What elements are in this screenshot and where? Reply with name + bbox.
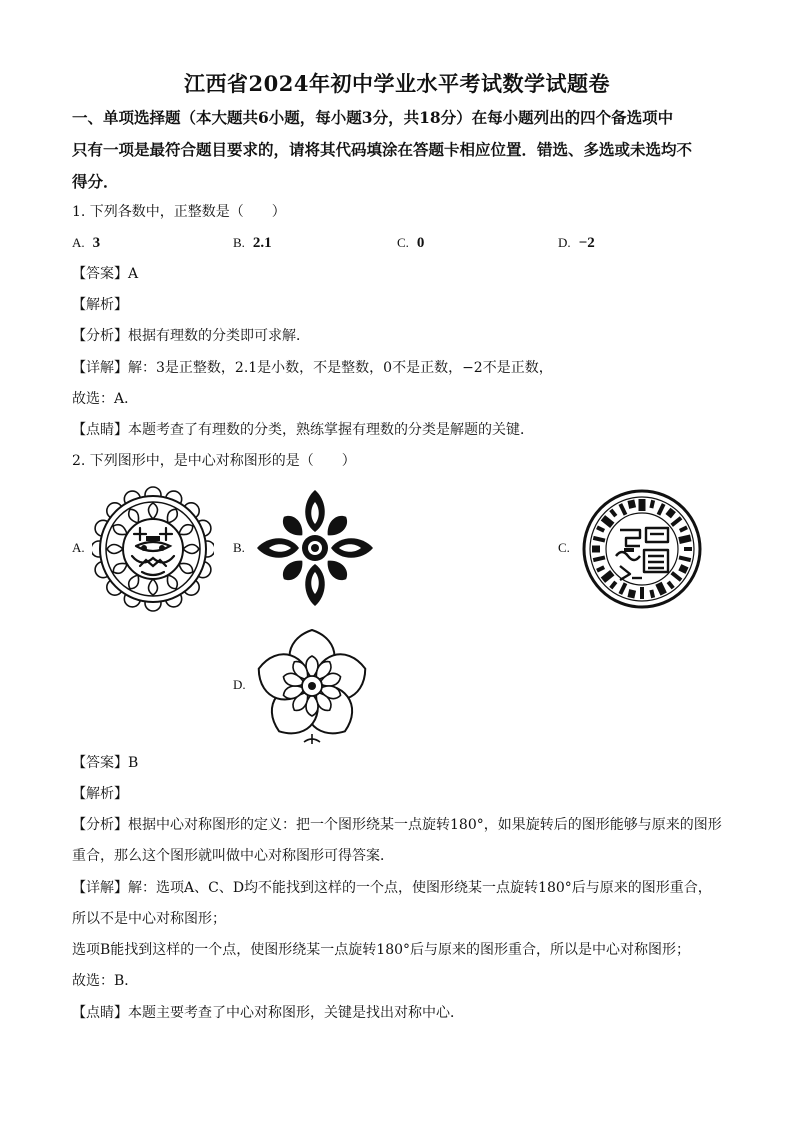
option-value: −2 xyxy=(578,235,595,251)
section-instruction-line-2: 只有一项是最符合题目要求的，请将其代码填涂在答题卡相应位置．错选、多选或未选均不 xyxy=(72,140,693,159)
q2-option-c-label: C. xyxy=(558,540,570,555)
page-title: 江西省2024年初中学业水平考试数学试题卷 xyxy=(184,71,610,96)
q1-option-b xyxy=(233,233,272,253)
q2-stem: 2. 下列图形中，是中心对称图形的是（ ） xyxy=(72,453,356,469)
option-letter: D. xyxy=(558,235,571,250)
q1-xiangjie: 【详解】解：3是正整数，2.1是小数，不是整数，0不是正数，−2不是正数， xyxy=(72,360,553,376)
q2-dianjing: 【点睛】本题主要考查了中心对称图形，关键是找出对称中心． xyxy=(72,1005,464,1021)
q2-answer: 【答案】B xyxy=(72,755,139,771)
q1-dianjing: 【点睛】本题考查了有理数的分类，熟练掌握有理数的分类是解题的关键． xyxy=(72,422,534,438)
option-value: 2.1 xyxy=(252,235,272,251)
q1-analysis-heading: 【解析】 xyxy=(72,297,128,313)
q1-option-a xyxy=(72,233,100,253)
q1-option-d xyxy=(558,233,595,253)
q2-option-a-figure xyxy=(92,486,214,612)
q1-guxuan: 故选：A． xyxy=(72,391,139,407)
q2-option-d-label: D. xyxy=(233,677,246,692)
option-value: 0 xyxy=(416,235,425,251)
option-value: 3 xyxy=(92,235,101,251)
section-instruction-line-3: 得分． xyxy=(72,172,119,191)
circular-seal-icon xyxy=(580,486,704,612)
q2-option-b-figure xyxy=(252,486,378,610)
ornate-medallion-icon xyxy=(92,486,214,612)
q2-option-c-figure xyxy=(580,486,704,612)
q2-fenxi-line-1: 【分析】根据中心对称图形的定义：把一个图形绕某一点旋转180°，如果旋转后的图形能够与原来的图形 xyxy=(72,817,722,833)
q1-stem: 1. 下列各数中，正整数是（ ） xyxy=(72,204,286,220)
option-letter: C. xyxy=(397,235,409,250)
q1-option-c xyxy=(397,233,424,253)
section-instruction-line-1: 一、单项选择题（本大题共6小题，每小题3分，共18分）在每小题列出的四个备选项中 xyxy=(72,108,674,127)
q2-analysis-heading: 【解析】 xyxy=(72,786,128,802)
outline-flower-icon xyxy=(252,622,372,746)
q2-xiangjie-line-1: 【详解】解：选项A、C、D均不能找到这样的一个点，使图形绕某一点旋转180°后与原来的图形重合， xyxy=(72,880,712,896)
black-flower-icon xyxy=(252,486,378,610)
q2-option-b-label: B. xyxy=(233,540,245,555)
q2-xiangjie-line-3: 选项B能找到这样的一个点，使图形绕某一点旋转180°后与原来的图形重合，所以是中心对称图形； xyxy=(72,942,691,958)
option-letter: A. xyxy=(72,235,85,250)
q2-guxuan: 故选：B． xyxy=(72,973,139,989)
option-letter: B. xyxy=(233,235,245,250)
q1-answer: 【答案】A xyxy=(72,266,139,282)
q2-xiangjie-line-2: 所以不是中心对称图形； xyxy=(72,911,226,927)
q2-option-d-figure xyxy=(252,622,372,746)
q1-fenxi: 【分析】根据有理数的分类即可求解． xyxy=(72,328,310,344)
q2-fenxi-line-2: 重合，那么这个图形就叫做中心对称图形可得答案． xyxy=(72,848,394,864)
q2-option-a-label: A. xyxy=(72,540,85,555)
